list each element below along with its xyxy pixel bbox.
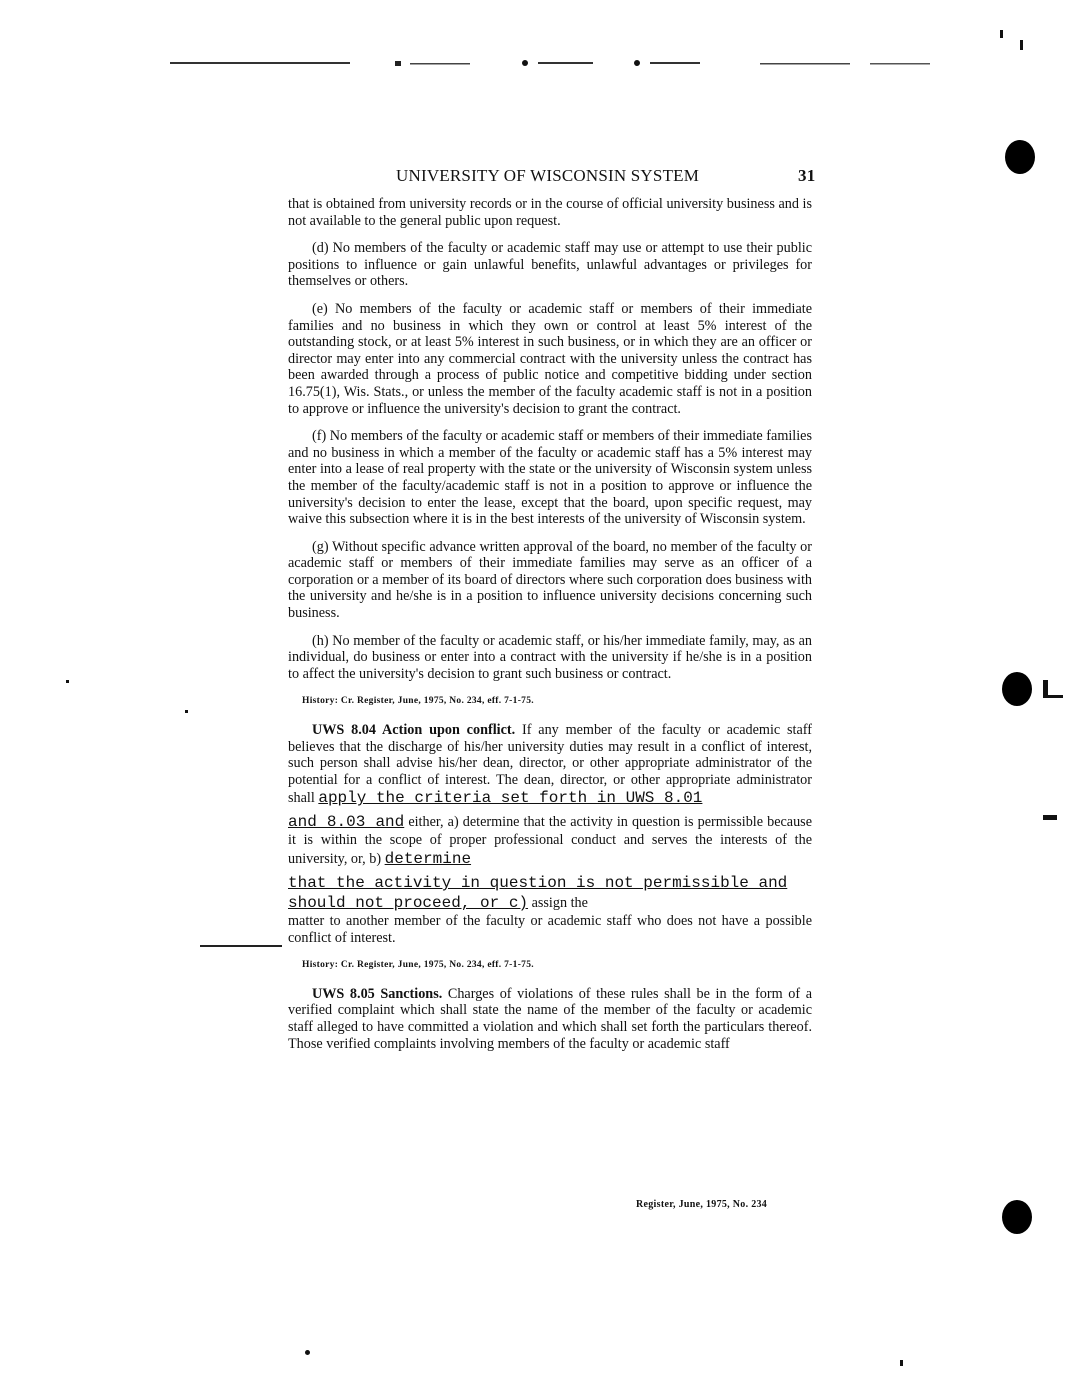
section-uws-8-04 <box>288 722 812 808</box>
punch-hole <box>1002 672 1032 706</box>
document-body <box>288 196 812 1063</box>
typed-insertion: that the activity in question is not permissible and <box>288 874 788 892</box>
section-text: either, a) determine that the activity in question is permissible because it is within the scope of proper professional conduct and serves the interests of the university, or, b) <box>288 814 812 867</box>
scan-mark <box>900 1360 903 1366</box>
section-text: assign the <box>531 895 588 911</box>
scan-mark <box>66 680 69 683</box>
punch-hole <box>1005 140 1035 174</box>
paragraph-h: (h) No member of the faculty or academic staff, or his/her immediate family, may, as an individual, do business or enter into a contract with the university if he/she is in a position to affect the university's decision to grant such business or contract. <box>288 632 812 682</box>
typed-insertion: determine <box>384 850 472 868</box>
paragraph-e: (e) No members of the faculty or academic staff or members of their immediate families and no business in which they own or control at least 5% interest of the outstanding stock, or at least 5% interest in such business, or in which they are an officer or director may enter into any commercial contract with the university unless the contract has been awarded through a process of public notice and competitive bidding under section 16.75(1), Wis. Stats., or unless the member of the faculty academic staff is not in a position to approve or influence the university's decision to grant the contract. <box>288 300 812 417</box>
section-heading: UWS 8.04 Action upon conflict. <box>312 722 516 739</box>
scan-mark <box>185 710 188 713</box>
history-note: History: Cr. Register, June, 1975, No. 234, eff. 7-1-75. <box>302 696 534 707</box>
scan-mark <box>305 1350 310 1355</box>
paragraph-continued: that is obtained from university records or in the course of official university business and is not available to the general public upon request. <box>288 196 812 229</box>
register-footer: Register, June, 1975, No. 234 <box>636 1199 768 1210</box>
scan-mark <box>1000 30 1003 38</box>
scan-mark <box>1020 40 1023 50</box>
page-number: 31 <box>798 166 816 185</box>
paragraph-g: (g) Without specific advance written approval of the board, no member of the faculty or academic staff or members of their immediate families may serve as an officer of a corporation or a member of its board of directors where such corporation does business with the university and he/she is in a position to influence university decisions concerning such business. <box>288 538 813 622</box>
section-text: If any member of the faculty or academic staff believes that the discharge of his/her university duties may result in a conflict of interest, such person shall advise his/her dean, director, or other appropriate administrator of the potential for a conflict of interest. The dean, director, or other appropriate administrator shall <box>288 722 812 807</box>
punch-hole <box>1002 1200 1032 1234</box>
scan-mark <box>1043 695 1063 698</box>
typed-insertion: should not proceed, or c) <box>288 894 529 912</box>
paragraph-f: (f) No members of the faculty or academic staff or members of their immediate families and no business in which a member of the faculty or academic staff has a 5% interest may enter into a lease of real property with the state or the university of Wisconsin system unless the member of the faculty/academic staff is not in a position to approve or influence the university's decision to enter the lease, except that the board, upon specific request, may waive this subsection where it is in the best interests of the university of Wisconsin system. <box>288 428 812 528</box>
section-text: Charges of violations of these rules shall be in the form of a verified complaint which shall state the name of the member of the faculty or academic staff alleged to have committed a violation and which shall set forth the particulars thereof. Those verified complaints involving members of the faculty or academic staff <box>288 985 812 1052</box>
margin-line <box>200 945 282 947</box>
section-uws-8-04-cont <box>288 812 812 869</box>
section-heading: UWS 8.05 Sanctions. <box>312 985 443 1002</box>
typed-insertion: and 8.03 and <box>288 813 405 832</box>
paragraph-d: (d) No members of the faculty or academic staff may use or attempt to use their public positions to influence or gain unlawful benefits, unlawful advantages or privileges for themselves or others. <box>288 240 812 290</box>
history-note: History: Cr. Register, June, 1975, No. 234, eff. 7-1-75. <box>302 960 534 971</box>
scan-mark <box>1043 815 1057 820</box>
section-uws-8-04-end: matter to another member of the faculty or academic staff who does not have a possible conflict of interest. <box>288 913 812 946</box>
header-title: UNIVERSITY OF WISCONSIN SYSTEM <box>396 166 700 185</box>
scan-noise-top <box>170 58 960 70</box>
typed-insertion: apply the criteria set forth in UWS 8.01 <box>318 789 703 808</box>
section-uws-8-05 <box>288 986 812 1052</box>
section-uws-8-04-cont2 <box>288 873 812 913</box>
